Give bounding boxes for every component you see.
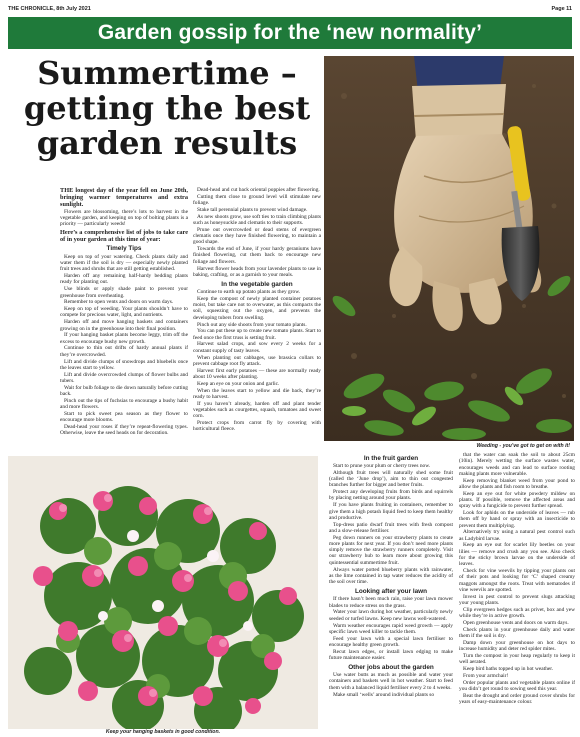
paragraph: From your armchair! [463,672,509,679]
paragraph: You can put these up to create new tomato plants. Start to feed once the first truss is setting fruit. [193,328,321,341]
paragraph: Dead-head and cut back oriental poppies after flowering. [197,187,320,193]
paragraph: Cutting them close to ground level will stimulate new foliage. [193,193,321,207]
paragraph: Protect any developing fruits from birds and squirrels by placing netting around your plants. [329,489,453,502]
paragraph: Warm weather encourages rapid weed growth — apply specific lawn weed killer to tackle them. [329,622,453,635]
paragraph: Alternatively try using a natural pest control such as Ladybird larvae. [459,529,575,542]
headline-line-1: Summertime – [37,54,297,92]
paragraph: Recut lawn edges, or install lawn edging to make future maintenance easier. [329,648,453,661]
paragraph: Wait for bulb foliage to die down naturally before cutting back. [60,384,188,397]
paragraph: Pinch out any side shoots from your tomato plants. [197,321,307,328]
paragraph: Order popular plants and vegetable plants online if you didn’t get round to sowing seed this year. [459,679,575,692]
paragraph: Continue to earth up potato plants as they grow. [197,289,301,296]
paragraph: Keep an eye on your onion and garlic. [197,380,280,387]
headline-line-3: garden results [36,124,298,162]
paragraph: Prune out overcrowded or dead stems of evergreen clematis once they have finished flowering, to maintain a good shape. [193,226,321,246]
hanging-basket-illustration [8,456,318,729]
subheading-lawn: Looking after your lawn [354,587,428,595]
paragraph: Use blinds or apply shade paint to prevent your greenhouse from overheating. [60,286,188,299]
paragraph: Remember to open vents and doors on warm days. [64,299,174,306]
article-column-1 [60,187,188,449]
paragraph: Keep removing blanket weed from your pond to allow the plants and fish room to breathe. [459,477,575,490]
paragraph: Dead-head your roses if they’re repeat-flowering types. Otherwise, leave the seed heads on for decoration. [60,424,188,437]
paragraph: Pinch out the tips of fuchsias to encourage a bushy habit and more flowers. [60,397,188,411]
paragraph: Keep on top of weeding. Your plants shouldn’t have to compete for precious water, light, and nutrients. [60,306,188,319]
paragraph: Harvest first early potatoes — these are normally ready about 10 weeks after planting. [193,367,321,380]
glove-trowel-illustration [324,56,574,441]
paragraph: Towards the end of June, if your hardy geraniums have finished flowering, cut them back to encourage new foliage and flowers. [193,246,321,265]
banner-title: Garden gossip for the ‘new normality’ [97,21,483,44]
article-column-4 [459,452,575,737]
paragraph: Turn the compost in your heap regularly to keep it well aerated. [459,652,575,666]
article-headline [22,56,312,161]
paragraph: Check for vine weevils by tipping your plants out of their pots and looking for ‘C’ shaped creamy maggots amongst the roots. Treat with nematodes if vine weevils are spotted. [459,568,575,593]
paragraph: Start to pick sweet pea season as they flower to encourage more blooms. [60,410,188,424]
paragraph: Check plants in your greenhouse daily and water them if the soil is dry. [459,626,575,639]
paragraph: Top-dress patio dwarf fruit trees with fresh compost and a slow-release fertiliser. [329,521,453,534]
paragraph: If you have plants fruiting in containers, remember to give them a high potash liquid feed to keep them healthy and productive. [329,502,453,521]
paragraph: When the leaves start to yellow and die back, they’re ready to harvest. [193,387,321,400]
article-column-2 [193,187,321,449]
paragraph: Open greenhouse vents and doors on warm days. [463,619,569,626]
paragraph: Stake tall perennial plants to prevent wind damage. [197,206,308,213]
paragraph: Water your lawn during hot weather, particularly newly seeded or turfed lawns. Keep new lawns well-watered. [329,609,453,622]
paragraph: that the water can soak the soil to about 25cm (10in). Merely wetting the surface wastes water, encourages weeds and can lead to surface rooting making plants more vulnerable. [459,452,575,477]
paragraph: When planting out cabbages, use brassica collars to prevent cabbage root fly attack. [193,354,321,367]
paragraph: Although fruit trees will naturally shed some fruit (called the ‘June drop’), aim to thin out congested branches further for bigger and better fruits. [329,469,453,489]
paragraph: Harvest flower heads from your lavender plants to use in baking, crafting, or as a garnish to your meals. [193,265,321,278]
paragraph: Keep an eye out for white powdery mildew on plants. If possible, remove the affected areas and spray with a fungicide to prevent further spread. [459,490,575,510]
article-column-3 [329,452,453,737]
subheading-vegetable-garden: In the vegetable garden [221,280,293,288]
masthead-publication: THE CHRONICLE, 8th July 2021 [8,6,91,12]
headline-line-2: getting the best [23,89,311,127]
paragraph: Start to prune your plum or cherry trees now. [333,463,431,469]
page-number: Page 11 [551,6,572,12]
paragraph: Look for aphids on the underside of leaves — rub them off by hand or spray with an insecticide to prevent them multiplying. [459,510,575,529]
paragraph: Keep the compost of newly planted container potatoes moist, but take care not to overwater, as this compacts the soil, squeezing out the oxygen, and prevents the developing tubers from swelling. [193,295,321,321]
paragraph: Keep an eye out for scarlet lily beetles on your lilies — remove and crush any you see. Also check for the sticky brown larvae on the underside of leaves. [459,542,575,568]
paragraph: If you haven’t already, harden off and plant tender vegetables such as courgettes, squash, tomatoes and sweet corn. [193,400,321,420]
paragraph: Harden off any remaining half-hardy bedding plants ready for planting out. [60,273,188,286]
paragraph: Peg down runners on your strawberry plants to create more plants for next year. If you don’t need more plants simply remove the strawberry runners completely. Visit our strawberry hub to learn more about growing this quintessential summertime fruit. [329,534,453,566]
photo-gardening-glove [324,56,574,441]
paragraph: Damp down your greenhouse on hot days to increase humidity and deter red spider mites. [459,639,575,653]
paragraph: Keep on top of your watering. Check plants daily and water them if the soil is dry — especially newly planted fruit trees and shrubs that are still getting established. [60,253,188,273]
paragraph: Beat the drought and order ground cover shrubs for years of easy-maintenance colour. [459,692,575,705]
paragraph: If there hasn’t been much rain, raise your lawn mower blades to reduce stress on the grass. [329,596,453,609]
paragraph: Harvest salad crops, and sow every 2 weeks for a constant supply of tasty leaves. [193,341,321,354]
paragraph: If your hanging basket plants become leggy, trim off the excess to encourage bushy new growth. [60,332,188,345]
paragraph: Harden off and move hanging baskets and containers growing on in the greenhouse into their final position. [60,319,188,332]
paragraph: Continue to thin out drifts of hardy annual plants if they’re overcrowded. [60,345,188,358]
paragraph: As new shoots grow, use soft ties to train climbing plants such as honeysuckle and clematis to their supports. [193,213,321,227]
intro-paragraph: THE longest day of the year fell on June 20th, bringing warmer temperatures and extra sunlight. [60,187,188,209]
paragraph: Use water butts as much as possible and water your containers and baskets well in hot weather. Start to feed them with a balanced liquid fertiliser every 2 to 4 weeks. [329,672,453,691]
paragraph: Always water potted blueberry plants with rainwater, as the lime contained in tap water reduces the acidity of the soil over time. [329,566,453,586]
paragraph: Feed your lawn with a special lawn fertiliser to encourage healthy green growth. [329,635,453,648]
paragraph: Protect crops from carrot fly by covering with horticultural fleece. [193,420,321,433]
section-banner [8,17,572,49]
paragraph: Clip evergreen hedges such as privet, box and yew while they’re in active growth. [459,606,575,619]
paragraph: Lift and divide overcrowded clumps of flower bulbs and tubers. [60,371,188,384]
subheading-timely-tips: Timely Tips [106,245,142,253]
subheading-other-jobs: Other jobs about the garden [348,663,434,671]
masthead [8,4,572,16]
subheading-fruit-garden: In the fruit garden [363,454,419,462]
paragraph: Invest in pest control to prevent slugs attacking your young plants. [459,593,575,606]
photo-caption-basket: Keep your hanging baskets in good condition. [105,729,221,735]
intro-paragraph: Here’s a comprehensive list of jobs to take care of in your garden at this time of year: [60,228,188,243]
paragraph: Keep bird baths topped up in hot weather. [463,665,554,672]
paragraph: Make small ‘wells’ around individual plants so [333,691,435,698]
photo-caption-glove: Weeding - you’ve got to get on with it! [476,443,570,449]
paragraph: Flowers are blossoming, there’s lots to harvest in the vegetable garden, and keeping on top of bolting plants is a priority — particularly weeds! [60,208,188,228]
photo-hanging-basket [8,456,318,729]
paragraph: Lift and divide clumps of snowdrops and bluebells once the leaves start to yellow. [60,358,188,371]
